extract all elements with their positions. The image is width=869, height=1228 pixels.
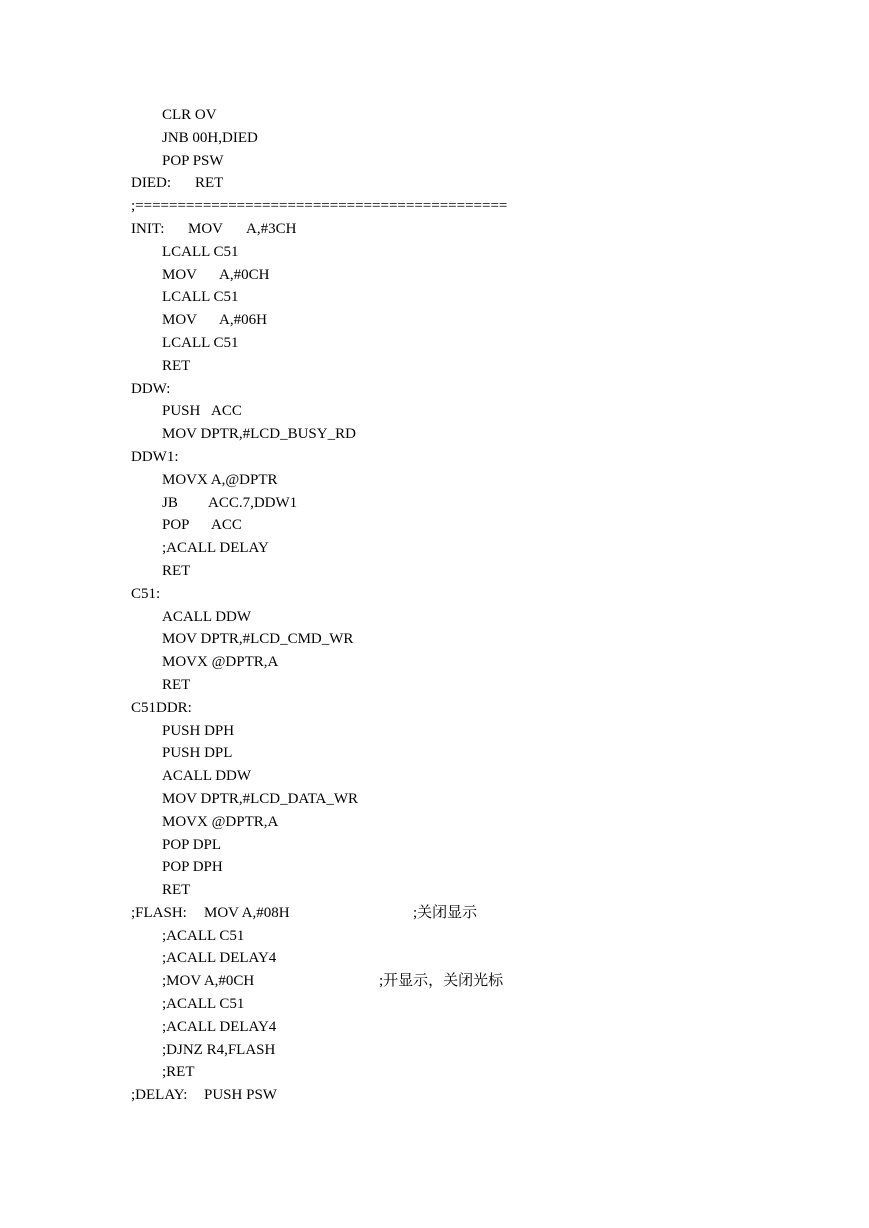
code-label: DIED: <box>131 175 171 192</box>
code-comment: ;关闭显示 <box>413 904 478 921</box>
code-text: C51DDR: <box>131 699 192 716</box>
code-line <box>0 400 869 423</box>
code-text: RET <box>162 562 191 579</box>
code-line <box>0 286 869 309</box>
code-text: POP DPH <box>162 859 223 876</box>
code-text: MOVX A,@DPTR <box>162 471 278 488</box>
code-line <box>0 446 869 469</box>
code-text: PUSH DPH <box>162 722 235 739</box>
code-text: ;RET <box>162 1064 195 1081</box>
code-line <box>0 742 869 765</box>
code-text: ACALL DDW <box>162 768 252 785</box>
code-line <box>0 492 869 515</box>
code-line <box>0 150 869 173</box>
code-line <box>0 423 869 446</box>
code-line <box>0 834 869 857</box>
code-line <box>0 1084 869 1107</box>
code-operand: A,#0CH <box>219 266 270 283</box>
code-line <box>0 583 869 606</box>
code-line <box>0 355 869 378</box>
code-operand: A,#3CH <box>246 220 297 237</box>
code-line <box>0 469 869 492</box>
code-line <box>0 765 869 788</box>
code-line <box>0 195 869 218</box>
code-text: MOV DPTR,#LCD_DATA_WR <box>162 790 359 807</box>
code-text: ;ACALL DELAY4 <box>162 1018 277 1035</box>
code-line <box>0 127 869 150</box>
code-text: ;DJNZ R4,FLASH <box>162 1041 276 1058</box>
code-text: LCALL C51 <box>162 289 239 306</box>
code-text: ;ACALL DELAY <box>162 540 269 557</box>
code-line <box>0 241 869 264</box>
code-line <box>0 674 869 697</box>
code-instruction: MOV <box>162 266 198 283</box>
code-line <box>0 1061 869 1084</box>
code-operand: ACC <box>211 403 242 420</box>
code-text: RET <box>162 357 191 374</box>
code-instruction: PUSH <box>162 403 201 420</box>
code-text: MOV DPTR,#LCD_BUSY_RD <box>162 426 356 443</box>
code-line <box>0 811 869 834</box>
code-instruction: RET <box>195 175 224 192</box>
code-text: ;ACALL DELAY4 <box>162 950 277 967</box>
code-operand: ACC <box>211 517 242 534</box>
code-text: JNB 00H,DIED <box>162 129 258 146</box>
code-line <box>0 378 869 401</box>
code-text: PUSH DPL <box>162 745 233 762</box>
code-text: LCALL C51 <box>162 334 239 351</box>
code-text: CLR OV <box>162 107 217 123</box>
code-line <box>0 264 869 287</box>
code-line <box>0 1016 869 1039</box>
code-text: MOV DPTR,#LCD_CMD_WR <box>162 631 354 648</box>
code-text: MOVX @DPTR,A <box>162 654 279 671</box>
code-line <box>0 1039 869 1062</box>
code-line <box>0 560 869 583</box>
code-operand: A,#06H <box>219 312 267 329</box>
code-line <box>0 309 869 332</box>
code-line <box>0 879 869 902</box>
code-line <box>0 537 869 560</box>
code-line <box>0 788 869 811</box>
code-line <box>0 514 869 537</box>
code-label: INIT: <box>131 220 165 237</box>
code-text: MOVX @DPTR,A <box>162 813 279 830</box>
code-line <box>0 970 869 993</box>
code-text: POP DPL <box>162 836 222 853</box>
code-instruction: MOV A,#08H <box>204 904 290 921</box>
code-line <box>0 104 869 127</box>
code-line <box>0 172 869 195</box>
code-line <box>0 720 869 743</box>
code-text: RET <box>162 882 191 899</box>
code-text: ;ACALL C51 <box>162 996 245 1013</box>
code-text: RET <box>162 676 191 693</box>
code-line <box>0 902 869 925</box>
code-text: C51: <box>131 585 161 602</box>
code-instruction: POP <box>162 517 190 534</box>
code-line <box>0 628 869 651</box>
code-text: DDW1: <box>131 448 179 465</box>
code-instruction: MOV <box>162 312 198 329</box>
code-instruction: JB <box>162 494 178 511</box>
code-comment: ;开显示，关闭光标 <box>379 973 504 990</box>
code-text: ;MOV A,#0CH <box>162 973 255 990</box>
code-label: ;FLASH: <box>131 904 187 921</box>
code-line <box>0 993 869 1016</box>
code-line <box>0 856 869 879</box>
code-operand: ACC.7,DDW1 <box>208 494 298 511</box>
code-line <box>0 218 869 241</box>
code-line <box>0 925 869 948</box>
code-instruction: MOV <box>188 220 224 237</box>
code-label: ;DELAY: <box>131 1087 188 1104</box>
code-line <box>0 697 869 720</box>
code-text: ;============================================ <box>131 198 508 215</box>
code-text: LCALL C51 <box>162 243 239 260</box>
code-line <box>0 651 869 674</box>
code-text: POP PSW <box>162 152 224 169</box>
assembly-code-listing <box>0 104 869 1107</box>
code-text: ACALL DDW <box>162 608 252 625</box>
code-line <box>0 606 869 629</box>
code-text: ;ACALL C51 <box>162 927 245 944</box>
code-line <box>0 947 869 970</box>
code-line <box>0 332 869 355</box>
code-text: DDW: <box>131 380 171 397</box>
code-instruction: PUSH PSW <box>204 1087 277 1104</box>
